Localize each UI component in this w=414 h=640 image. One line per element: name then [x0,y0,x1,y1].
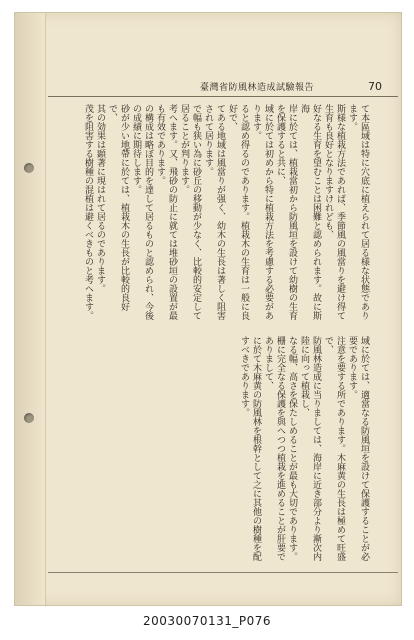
text-column: 注意を要する所であります。木麻黄の生長は極めて旺盛で、 [323,336,345,561]
binding-hole [24,413,34,423]
scan-caption: 20030070131_P076 [142,614,272,628]
text-column: 考へます。又、飛砂の防止に就ては堆砂垣の設置が最も有效であります。 [155,104,177,320]
text-column: 域に於ては、適當なる防風垣を設けて保護することが必要であります。 [347,336,369,561]
header-rule [48,96,398,97]
body-text-upper [48,104,370,326]
text-column: 斯様な植栽方法であれば、季節風の風當りを避け得て生育も良好となりますけれども、 [323,104,345,320]
footer-rule [48,572,398,573]
text-column: ると認め得るのであります。植栽木の生育は一般に良好で、 [227,104,249,320]
text-column: 茂を阻害する樹種の混植は避くべきものと考へます。 [83,104,93,320]
text-column: の構成は略ぼ目的を達して居るものと認められ、今後の成績に期待します。 [131,104,153,320]
text-column: なる幅、高さを保たしめることが最も大切であります。 [287,336,297,561]
text-column: 防風林造成に当りましては、海岸に近き部分より漸次内陸に向って植栽し、 [299,336,321,561]
text-column: 其の効果は顕著に現はれて居るのであります。 [95,104,105,293]
page-number: 70 [368,80,382,93]
body-text-lower [48,336,370,566]
binding-edge [15,13,46,605]
running-title: 臺灣省防風林造成試驗報告 [200,83,315,93]
text-column: 域に於ては初めから特に植栽方法を考慮する必要があります。 [251,104,273,320]
text-column: に於て木麻黄の防風林を根幹として之に其他の樹種を配すべきであります。 [239,336,261,561]
text-column: 岸に於ては、植栽當初から防風垣を設けて幼樹の生育を保護すると共に、 [275,104,297,320]
text-column: で幅も狭い為に砂丘の移動が少なく、比較的安定して居ることが判ります。 [179,104,201,320]
binding-hole [24,163,34,173]
text-column: てある地域は風當りが强く、幼木の生長は著しく阻害されて居ります。 [203,104,225,320]
text-column: 好なる生育を望むことは困難と認められます。故に斯海 [299,104,321,320]
text-column: 砂が少い地帶に於ては、植栽木の生長が比較的良好で、 [107,104,129,311]
text-column: て本區域は特に穴底に植えられて居る様な状態であります。 [347,104,369,320]
text-column: 栅に完全なる保護を與へつつ植栽を進めることが肝要でありまして、 [263,336,285,561]
